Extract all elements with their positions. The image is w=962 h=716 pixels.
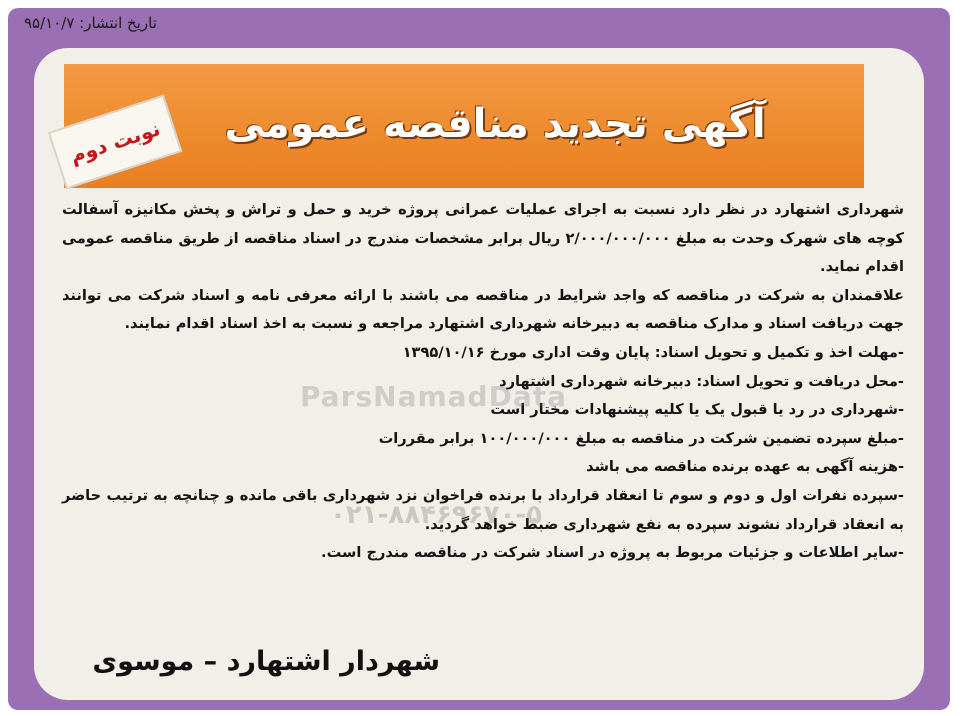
term-item: -محل دریافت و تحویل اسناد: دبیرخانه شهرداری اشتهارد	[499, 372, 904, 390]
watermark-phone: ۰۲۱-۸۸۴۶۹۶۷۰-۵	[330, 500, 543, 530]
signature: شهردار اشتهارد – موسوی	[92, 646, 440, 677]
term-item: -شهرداری در رد یا قبول یک یا کلیه پیشنهادات مختار است	[490, 401, 904, 419]
intro-paragraph: شهرداری اشتهارد در نظر دارد نسبت به اجرای عملیات عمرانی پروژه خرید و حمل و تراش و پخش مکانیزه آسفالت کوچه های شهرک وحدت به مبلغ ۲/۰۰۰/۰۰۰/۰۰۰ ریال برابر مشخصات مندرج در اسناد مناقصه از طریق مناقصه عمومی اقدام نماید.	[62, 201, 904, 276]
eligibility-paragraph: علاقمندان به شرکت در مناقصه که واجد شرایط در مناقصه می باشند با ارائه معرفی نامه و اسناد شرکت می توانند جهت دریافت اسناد و مدارک مناقصه به دبیرخانه شهرداری اشتهارد مراجعه و نسبت به اخذ اسناد اقدام نمایند.	[62, 286, 904, 333]
term-item: -سایر اطلاعات و جزئیات مربوط به پروژه در اسناد شرکت در مناقصه مندرج است.	[321, 544, 904, 562]
ad-title: آگهی تجدید مناقصه عمومی	[224, 101, 766, 147]
round-stamp: نوبت دوم	[48, 95, 183, 190]
ad-body	[62, 196, 904, 568]
term-item: -هزینه آگهی به عهده برنده مناقصه می باشد	[586, 458, 904, 476]
term-item: -مهلت اخذ و تکمیل و تحویل اسناد: پایان وقت اداری مورخ ۱۳۹۵/۱۰/۱۶	[402, 343, 904, 361]
term-item: -مبلغ سپرده تضمین شرکت در مناقصه به مبلغ ۱۰۰/۰۰۰/۰۰۰ برابر مقررات	[378, 429, 904, 447]
watermark-text: ParsNamadData	[300, 380, 567, 413]
publish-date: تاریخ انتشار: ۹۵/۱۰/۷	[24, 14, 157, 32]
terms-list	[62, 339, 904, 568]
term-item: -سپرده نفرات اول و دوم و سوم تا انعقاد قرارداد با برنده فراخوان نزد شهرداری باقی مانده و چنانچه به ترتیب حاضر به انعقاد قرارداد نشوند سپرده به نفع شهرداری ضبط خواهد گردید.	[62, 486, 904, 533]
